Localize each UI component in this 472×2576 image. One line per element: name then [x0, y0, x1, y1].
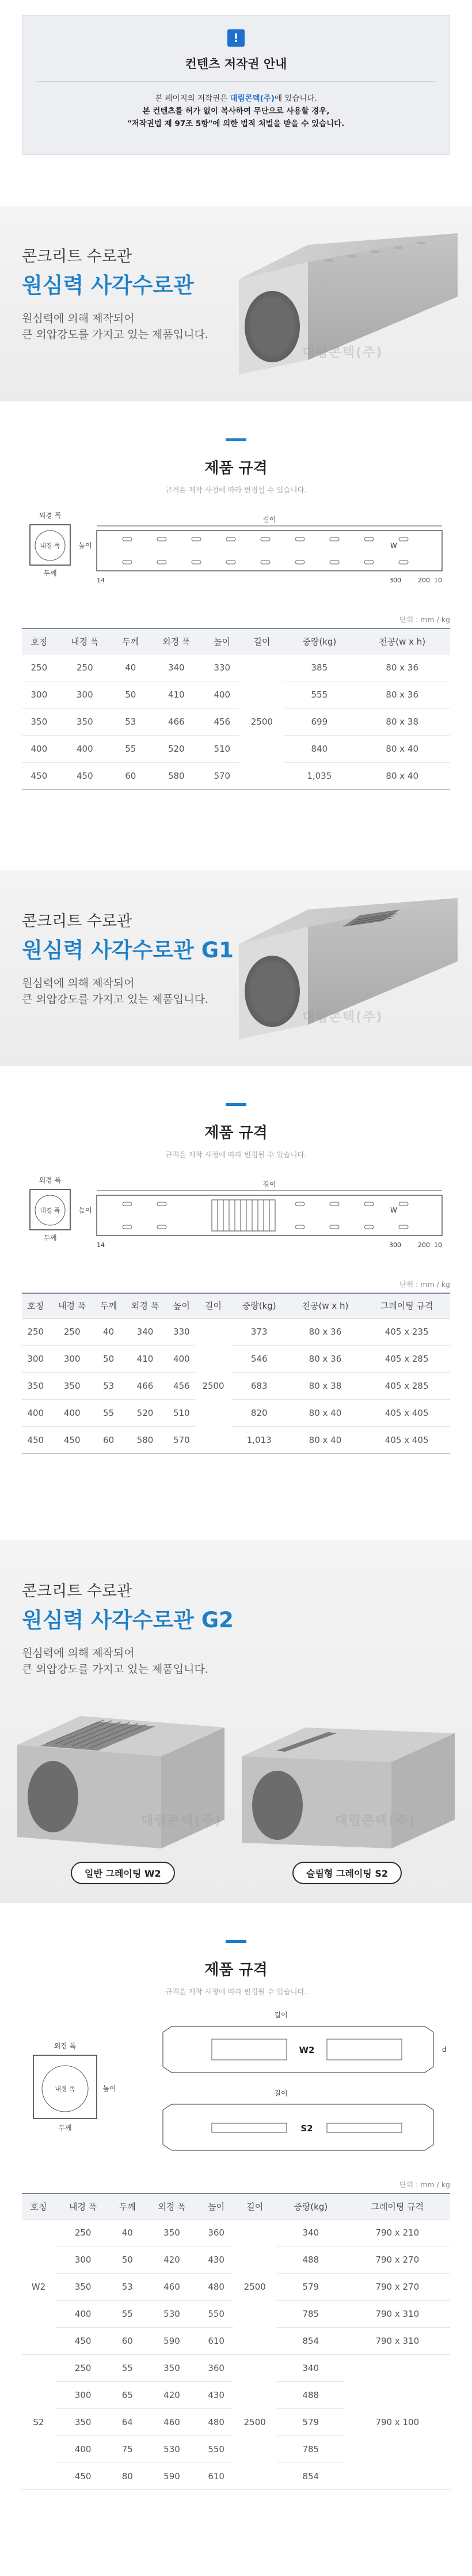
table-cell: 250: [56, 654, 113, 681]
notice-text: 본 페이지의 저작권은 대림콘텍(주)에 있습니다. 본 컨텐츠를 허가 없이 복사하여 무단으로 사용할 경우, "저작권법 제 97조 5항"에 의한 법적 처벌을 받을 수 있습니다.: [127, 94, 345, 128]
table-cell: 80 x 36: [354, 681, 450, 708]
table-row: [22, 735, 450, 762]
dim-14: 14: [97, 1241, 105, 1249]
copyright-notice: [22, 15, 450, 155]
w-label: W: [390, 1206, 397, 1214]
table-header-cell: 두께: [111, 2194, 144, 2219]
product-description: 원심력에 의해 제작되어 큰 외압강도를 가지고 있는 제품입니다.: [22, 976, 208, 1006]
product-hero: [0, 206, 472, 401]
table-row: [22, 762, 450, 789]
thickness-label: 두께: [43, 569, 57, 577]
table-cell: 790 x 210: [345, 2219, 450, 2246]
table-header-cell: 중량(kg): [284, 628, 354, 654]
table-cell: 350: [55, 2408, 111, 2435]
exclamation-icon: !: [227, 29, 245, 47]
table-cell: 450: [56, 762, 113, 789]
table-cell: 40: [113, 654, 148, 681]
table-cell: 400: [50, 1400, 95, 1427]
table-cell: 840: [284, 735, 354, 762]
length-label: 길이: [262, 516, 276, 524]
table-cell: 520: [122, 1400, 168, 1427]
height-label: 높이: [78, 1206, 92, 1214]
table-header-cell: 내경 폭: [50, 1293, 95, 1319]
table-cell: 55: [111, 2354, 144, 2381]
table-row: [22, 708, 450, 735]
table-cell: 480: [200, 2273, 233, 2300]
table-cell: 250: [55, 2354, 111, 2381]
outer-width-label: 외경 폭: [54, 2042, 77, 2050]
table-cell: 80 x 38: [354, 708, 450, 735]
table-cell: 300: [56, 681, 113, 708]
table-cell: 790 x 270: [345, 2273, 450, 2300]
thickness-label: 두께: [58, 2124, 72, 2132]
table-cell: 405 x 405: [363, 1400, 450, 1427]
table-header-cell: 길이: [233, 2194, 277, 2219]
table-cell: 400: [56, 735, 113, 762]
table-header-cell: 외경 폭: [122, 1293, 168, 1319]
table-cell: 1,013: [231, 1427, 287, 1454]
table-cell: 590: [144, 2463, 199, 2490]
table-cell: 405 x 405: [363, 1427, 450, 1454]
table-cell: 55: [95, 1400, 123, 1427]
product-description: 원심력에 의해 제작되어 큰 외압강도를 가지고 있는 제품입니다.: [22, 312, 208, 341]
spec-table: [22, 1293, 450, 1454]
table-cell: 400: [168, 1346, 196, 1373]
dim-200: 200: [418, 577, 430, 584]
table-header-cell: 높이: [168, 1293, 196, 1319]
table-header-cell: 높이: [205, 628, 239, 654]
table-cell: 300: [55, 2246, 111, 2273]
table-cell: 610: [200, 2327, 233, 2354]
table-cell: 820: [231, 1400, 287, 1427]
table-cell: 350: [56, 708, 113, 735]
table-cell: 430: [200, 2246, 233, 2273]
table-cell: 456: [168, 1373, 196, 1400]
cross-section-drawing: [22, 2009, 450, 2179]
caption-w2: 일반 그레이팅 W2: [71, 1862, 175, 1884]
table-cell: 785: [277, 2300, 345, 2327]
table-cell: 2500: [239, 654, 285, 789]
table-header-cell: 호칭: [22, 628, 56, 654]
table-cell: 350: [22, 708, 56, 735]
table-cell: 450: [22, 1427, 50, 1454]
notice-title: 컨텐츠 저작권 안내: [185, 57, 287, 71]
table-row: [22, 1373, 450, 1400]
table-cell: W2: [22, 2219, 55, 2354]
table-cell: 2500: [233, 2354, 277, 2490]
table-cell: 699: [284, 708, 354, 735]
table-cell: 570: [168, 1427, 196, 1454]
outer-width-label: 외경 폭: [39, 1176, 62, 1184]
table-cell: 300: [22, 1346, 50, 1373]
height-label: 높이: [78, 541, 92, 550]
table-cell: 488: [277, 2246, 345, 2273]
inner-width-label: 내경 폭: [40, 1206, 60, 1214]
table-cell: 40: [95, 1319, 123, 1346]
product-category: 콘크리트 수로관: [22, 1582, 132, 1600]
table-cell: 450: [55, 2327, 111, 2354]
watermark: 대림콘텍(주): [335, 1814, 416, 1828]
table-cell: 360: [200, 2354, 233, 2381]
table-row: [22, 1346, 450, 1373]
table-cell: 385: [284, 654, 354, 681]
dim-300: 300: [389, 577, 401, 584]
table-cell: 579: [277, 2408, 345, 2435]
table-header-cell: 그레이팅 규격: [363, 1293, 450, 1319]
table-cell: 555: [284, 681, 354, 708]
table-cell: 405 x 285: [363, 1346, 450, 1373]
product-hero-g1: [0, 870, 472, 1066]
table-cell: 50: [111, 2246, 144, 2273]
table-cell: 64: [111, 2408, 144, 2435]
table-cell: 420: [144, 2246, 199, 2273]
title-accent: [226, 1103, 246, 1106]
table-cell: 53: [111, 2273, 144, 2300]
table-cell: 785: [277, 2435, 345, 2463]
table-cell: 430: [200, 2381, 233, 2408]
table-cell: 360: [200, 2219, 233, 2246]
table-header-cell: 내경 폭: [56, 628, 113, 654]
table-cell: 53: [95, 1373, 123, 1400]
watermark: 대림콘텍(주): [141, 1814, 222, 1828]
table-cell: 400: [22, 1400, 50, 1427]
table-cell: 80 x 38: [287, 1373, 364, 1400]
w-label: W: [390, 541, 397, 550]
table-cell: 550: [200, 2435, 233, 2463]
table-cell: 350: [55, 2273, 111, 2300]
unit-label: 단위 : mm / kg: [399, 615, 450, 624]
table-header-cell: 호칭: [22, 2194, 55, 2219]
thickness-label: 두께: [43, 1233, 57, 1242]
culvert-w2-image: [12, 1704, 230, 1854]
table-cell: 340: [277, 2354, 345, 2381]
table-cell: 300: [50, 1346, 95, 1373]
table-cell: 400: [22, 735, 56, 762]
spec-diagram: [22, 2009, 450, 2179]
table-cell: 466: [148, 708, 205, 735]
table-header-cell: 높이: [200, 2194, 233, 2219]
table-cell: 854: [277, 2463, 345, 2490]
spec-diagram: [22, 507, 450, 614]
table-cell: 50: [95, 1346, 123, 1373]
product-title: 원심력 사각수로관: [22, 273, 194, 298]
table-cell: 2500: [195, 1319, 231, 1454]
table-row: [22, 1400, 450, 1427]
table-header-cell: 길이: [195, 1293, 231, 1319]
table-cell: 405 x 235: [363, 1319, 450, 1346]
table-cell: 530: [144, 2300, 199, 2327]
title-accent: [226, 438, 246, 441]
spec-table: [22, 2193, 450, 2490]
length-label: 길이: [274, 2011, 288, 2019]
table-cell: 60: [95, 1427, 123, 1454]
product-category: 콘크리트 수로관: [22, 912, 132, 930]
table-cell: 510: [168, 1400, 196, 1427]
spec-title: 제품 규격: [204, 460, 268, 477]
table-header-cell: 외경 폭: [148, 628, 205, 654]
table-cell: 350: [144, 2354, 199, 2381]
table-cell: 373: [231, 1319, 287, 1346]
table-cell: 570: [205, 762, 239, 789]
table-cell: 80: [111, 2463, 144, 2490]
table-cell: 55: [113, 735, 148, 762]
table-cell: 854: [277, 2327, 345, 2354]
s2-label: S2: [300, 2123, 313, 2134]
table-cell: 65: [111, 2381, 144, 2408]
table-cell: 80 x 36: [354, 654, 450, 681]
table-cell: 466: [122, 1373, 168, 1400]
table-cell: 2500: [233, 2219, 277, 2354]
table-cell: 330: [205, 654, 239, 681]
table-cell: 350: [144, 2219, 199, 2246]
table-cell: 488: [277, 2381, 345, 2408]
d-label: d: [442, 2045, 447, 2054]
table-cell: 450: [50, 1427, 95, 1454]
watermark: 대림콘텍(주): [302, 346, 383, 360]
table-header-cell: 천공(w x h): [354, 628, 450, 654]
table-cell: 610: [200, 2463, 233, 2490]
table-cell: 550: [200, 2300, 233, 2327]
spec-title: 제품 규격: [204, 1961, 268, 1979]
table-cell: 410: [122, 1346, 168, 1373]
table-cell: 330: [168, 1319, 196, 1346]
inner-width-label: 내경 폭: [40, 542, 60, 550]
table-cell: 300: [55, 2381, 111, 2408]
table-cell: 80 x 40: [287, 1400, 364, 1427]
table-header-cell: 호칭: [22, 1293, 50, 1319]
table-cell: 55: [111, 2300, 144, 2327]
table-header-cell: 두께: [95, 1293, 123, 1319]
spec-diagram: [22, 1172, 450, 1279]
spec-note: 규격은 제작 사정에 따라 변경될 수 있습니다.: [165, 1150, 307, 1159]
product-category: 콘크리트 수로관: [22, 248, 132, 266]
product-description: 원심력에 의해 제작되어 큰 외압강도를 가지고 있는 제품입니다.: [22, 1647, 208, 1676]
dim-10: 10: [434, 577, 442, 584]
table-cell: 75: [111, 2435, 144, 2463]
length-label: 길이: [262, 1180, 276, 1188]
company-name: 대림콘텍(주): [230, 94, 275, 103]
table-cell: 450: [55, 2463, 111, 2490]
table-cell: 1,035: [284, 762, 354, 789]
table-header-cell: 중량(kg): [277, 2194, 345, 2219]
table-cell: 40: [111, 2219, 144, 2246]
table-header-cell: 외경 폭: [144, 2194, 199, 2219]
table-cell: 250: [55, 2219, 111, 2246]
height-label: 높이: [102, 2085, 116, 2093]
table-cell: 580: [148, 762, 205, 789]
table-cell: 460: [144, 2273, 199, 2300]
spec-section-g1: [0, 1066, 472, 1454]
table-cell: 340: [277, 2219, 345, 2246]
table-cell: 80 x 40: [354, 735, 450, 762]
table-cell: 400: [55, 2300, 111, 2327]
table-cell: 80 x 36: [287, 1346, 364, 1373]
dim-14: 14: [97, 577, 105, 584]
watermark: 대림콘텍(주): [302, 1010, 383, 1025]
length-label: 길이: [274, 2089, 288, 2097]
table-cell: 590: [144, 2327, 199, 2354]
table-cell: 790 x 310: [345, 2300, 450, 2327]
table-row: [22, 2219, 450, 2246]
table-cell: 60: [113, 762, 148, 789]
table-cell: 460: [144, 2408, 199, 2435]
table-row: [22, 654, 450, 681]
table-cell: 520: [148, 735, 205, 762]
table-cell: 456: [205, 708, 239, 735]
w2-label: W2: [299, 2045, 315, 2055]
dim-300: 300: [389, 1241, 401, 1249]
table-row: [22, 2354, 450, 2381]
table-header-cell: 천공(w x h): [287, 1293, 364, 1319]
table-header-cell: 두께: [113, 628, 148, 654]
table-cell: 60: [111, 2327, 144, 2354]
outer-width-label: 외경 폭: [39, 512, 62, 520]
table-cell: 790 x 310: [345, 2327, 450, 2354]
table-cell: 510: [205, 735, 239, 762]
table-header-cell: 내경 폭: [55, 2194, 111, 2219]
caption-s2: 슬림형 그레이팅 S2: [292, 1862, 402, 1884]
title-accent: [226, 1940, 246, 1943]
table-cell: 350: [22, 1373, 50, 1400]
table-cell: S2: [22, 2354, 55, 2490]
table-cell: 420: [144, 2381, 199, 2408]
spec-note: 규격은 제작 사정에 따라 변경될 수 있습니다.: [165, 486, 307, 494]
table-cell: 350: [50, 1373, 95, 1400]
unit-label: 단위 : mm / kg: [399, 2180, 450, 2189]
spec-section-g2: [0, 1903, 472, 2490]
table-header-cell: 중량(kg): [231, 1293, 287, 1319]
table-row: [22, 1319, 450, 1346]
table-cell: 400: [55, 2435, 111, 2463]
table-cell: 80 x 40: [354, 762, 450, 789]
table-cell: 300: [22, 681, 56, 708]
table-cell: 250: [22, 1319, 50, 1346]
divider: [37, 81, 435, 82]
table-header-cell: 길이: [239, 628, 285, 654]
table-cell: 400: [205, 681, 239, 708]
product-title: 원심력 사각수로관 G2: [22, 1608, 234, 1632]
table-header-cell: 그레이팅 규격: [345, 2194, 450, 2219]
culvert-s2-image: [236, 1704, 460, 1854]
dim-10: 10: [434, 1241, 442, 1249]
table-cell: 579: [277, 2273, 345, 2300]
table-cell: 250: [22, 654, 56, 681]
table-cell: 340: [122, 1319, 168, 1346]
table-cell: 340: [148, 654, 205, 681]
table-row: [22, 1427, 450, 1454]
dim-200: 200: [418, 1241, 430, 1249]
table-row: [22, 681, 450, 708]
spec-table: [22, 628, 450, 790]
table-cell: 80 x 40: [287, 1427, 364, 1454]
product-title: 원심력 사각수로관 G1: [22, 937, 234, 963]
table-cell: 546: [231, 1346, 287, 1373]
table-cell: 450: [22, 762, 56, 789]
spec-title: 제품 규격: [204, 1124, 268, 1142]
spec-section: [0, 401, 472, 790]
table-cell: 50: [113, 681, 148, 708]
table-cell: 790 x 270: [345, 2246, 450, 2273]
table-cell: 580: [122, 1427, 168, 1454]
table-cell: 80 x 36: [287, 1319, 364, 1346]
table-cell: 405 x 285: [363, 1373, 450, 1400]
table-cell: 53: [113, 708, 148, 735]
cross-section-drawing: [22, 1172, 450, 1279]
table-cell: 683: [231, 1373, 287, 1400]
table-cell: 530: [144, 2435, 199, 2463]
table-cell: 250: [50, 1319, 95, 1346]
product-hero-g2: [0, 1540, 472, 1903]
cross-section-drawing: [22, 507, 450, 614]
inner-width-label: 내경 폭: [55, 2085, 75, 2093]
table-cell: 410: [148, 681, 205, 708]
unit-label: 단위 : mm / kg: [399, 1279, 450, 1289]
table-cell: 790 x 100: [345, 2354, 450, 2490]
table-cell: 480: [200, 2408, 233, 2435]
spec-note: 규격은 제작 사정에 따라 변경될 수 있습니다.: [165, 1987, 307, 1996]
